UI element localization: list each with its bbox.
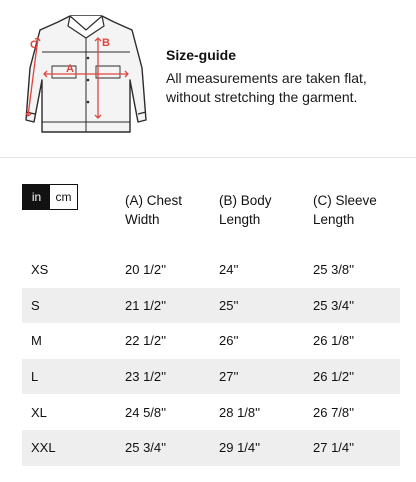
sleeve-cell: 25 3/8'' bbox=[313, 262, 355, 278]
chest-cell: 24 5/8'' bbox=[125, 404, 167, 420]
unit-option-cm[interactable]: cm bbox=[55, 190, 72, 204]
sleeve-cell: 27 1/4'' bbox=[313, 440, 355, 456]
chest-cell: 22 1/2'' bbox=[125, 333, 167, 349]
chest-cell: 25 3/4'' bbox=[125, 440, 167, 456]
size-cell: L bbox=[31, 369, 39, 385]
body-cell: 25'' bbox=[219, 297, 239, 313]
table-row bbox=[22, 323, 400, 359]
table-row bbox=[22, 394, 400, 430]
table-row bbox=[22, 430, 400, 466]
size-cell: XS bbox=[31, 262, 49, 278]
table-row bbox=[22, 359, 400, 395]
chest-cell: 21 1/2'' bbox=[125, 297, 167, 313]
size-guide-header bbox=[0, 0, 416, 150]
jacket-measurement-diagram bbox=[18, 8, 154, 144]
size-guide-description: All measurements are taken flat, without stretching the garment. bbox=[166, 70, 367, 105]
size-cell: XL bbox=[31, 404, 47, 420]
size-table bbox=[22, 252, 400, 466]
size-cell: XXL bbox=[31, 440, 56, 456]
column-header-sleeve-length: (C) Sleeve Length bbox=[313, 193, 377, 227]
chest-cell: 20 1/2'' bbox=[125, 262, 167, 278]
sleeve-cell: 26 1/8'' bbox=[313, 333, 355, 349]
sleeve-cell: 25 3/4'' bbox=[313, 297, 355, 313]
column-header-body-length: (B) Body Length bbox=[219, 193, 272, 227]
body-cell: 24'' bbox=[219, 262, 239, 278]
label-b: B bbox=[102, 37, 110, 49]
section-divider bbox=[0, 157, 416, 158]
body-cell: 29 1/4'' bbox=[219, 440, 261, 456]
sleeve-cell: 26 7/8'' bbox=[313, 404, 355, 420]
label-c: C bbox=[30, 39, 38, 51]
label-a: A bbox=[66, 63, 74, 75]
size-cell: S bbox=[31, 297, 40, 313]
sleeve-cell: 26 1/2'' bbox=[313, 369, 355, 385]
body-cell: 26'' bbox=[219, 333, 239, 349]
chest-cell: 23 1/2'' bbox=[125, 369, 167, 385]
table-row bbox=[22, 288, 400, 324]
body-cell: 27'' bbox=[219, 369, 239, 385]
body-cell: 28 1/8'' bbox=[219, 404, 261, 420]
column-header-chest-width: (A) Chest Width bbox=[125, 193, 183, 227]
size-guide-title: Size-guide bbox=[166, 47, 237, 63]
table-row bbox=[22, 252, 400, 288]
unit-option-in[interactable]: in bbox=[23, 185, 50, 209]
unit-toggle[interactable] bbox=[22, 184, 78, 210]
size-cell: M bbox=[31, 333, 42, 349]
